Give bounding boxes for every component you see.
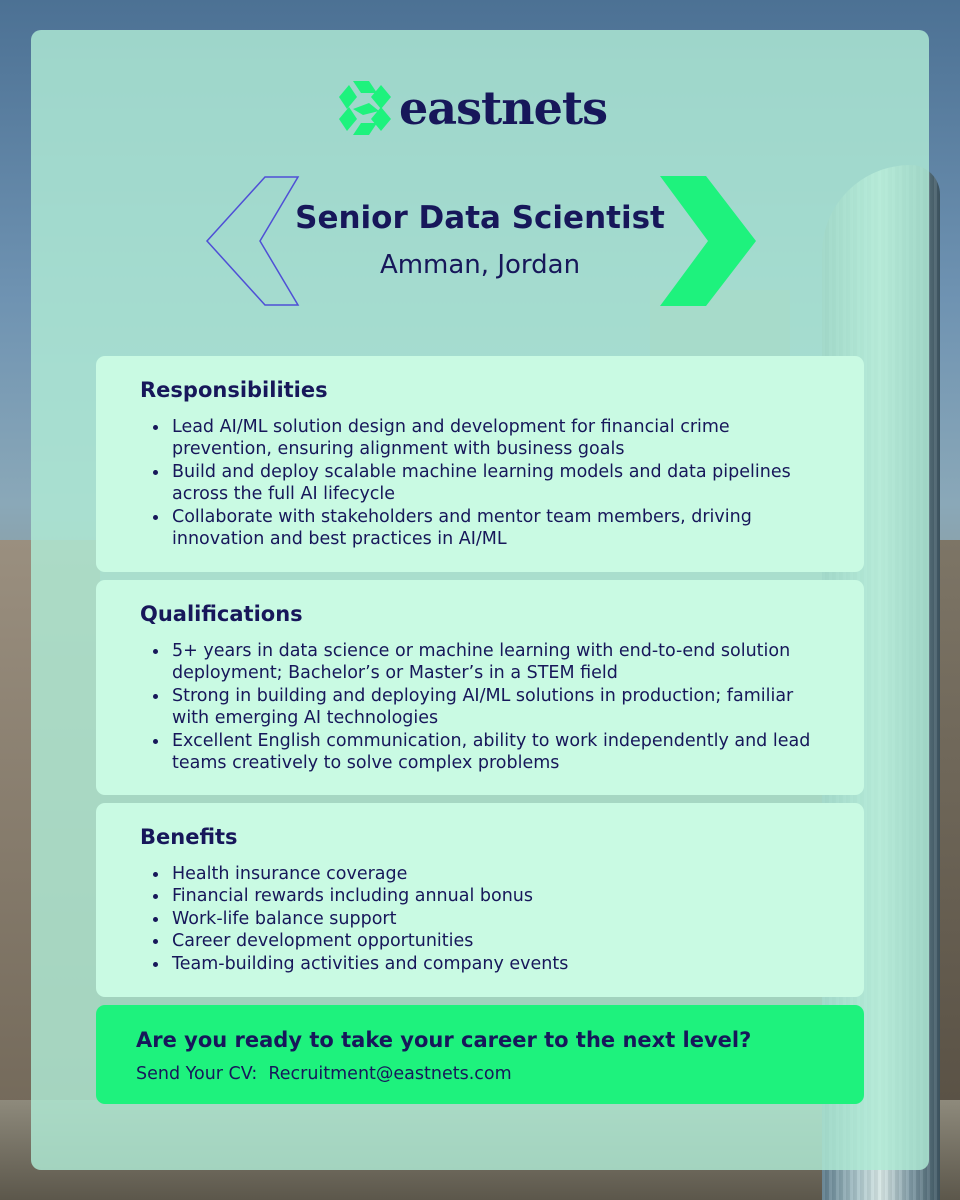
list-item: Excellent English communication, ability to work independently and lead teams creatively to solve complex problems [140,730,820,775]
cta-contact-line [136,1064,824,1084]
list-item: Career development opportunities [140,930,820,952]
cta-heading: Are you ready to take your career to the next level? [136,1028,752,1052]
responsibilities-list [140,416,820,550]
recruitment-email-link[interactable]: Recruitment@eastnets.com [268,1064,512,1084]
job-title: Senior Data Scientist [295,200,665,236]
benefits-heading: Benefits [140,825,238,849]
qualifications-heading: Qualifications [140,602,303,626]
responsibilities-heading: Responsibilities [140,378,328,402]
benefits-card [96,803,864,997]
chevron-left-outline-icon [205,176,300,306]
list-item: Health insurance coverage [140,863,820,885]
list-item: Collaborate with stakeholders and mentor team members, driving innovation and best practices in AI/ML [140,506,820,551]
chevron-right-green-icon [660,176,756,306]
eastnets-logo [335,78,635,138]
list-item: Financial rewards including annual bonus [140,885,820,907]
list-item: Strong in building and deploying AI/ML solutions in production; familiar with emerging AI technologies [140,685,820,730]
list-item: Team-building activities and company events [140,953,820,975]
list-item: 5+ years in data science or machine learning with end-to-end solution deployment; Bachelor’s or Master’s in a STEM field [140,640,820,685]
qualifications-list [140,640,820,774]
job-location: Amman, Jordan [379,250,581,280]
qualifications-card [96,580,864,795]
list-item: Build and deploy scalable machine learning models and data pipelines across the full AI lifecycle [140,461,820,506]
call-to-action-banner [96,1005,864,1104]
list-item: Lead AI/ML solution design and development for financial crime prevention, ensuring alignment with business goals [140,416,820,461]
benefits-list [140,863,820,975]
list-item: Work-life balance support [140,908,820,930]
brand-name: eastnets [399,81,608,135]
responsibilities-card [96,356,864,572]
cta-label: Send Your CV: [136,1064,258,1084]
eastnets-hex-mark-icon [335,79,397,137]
